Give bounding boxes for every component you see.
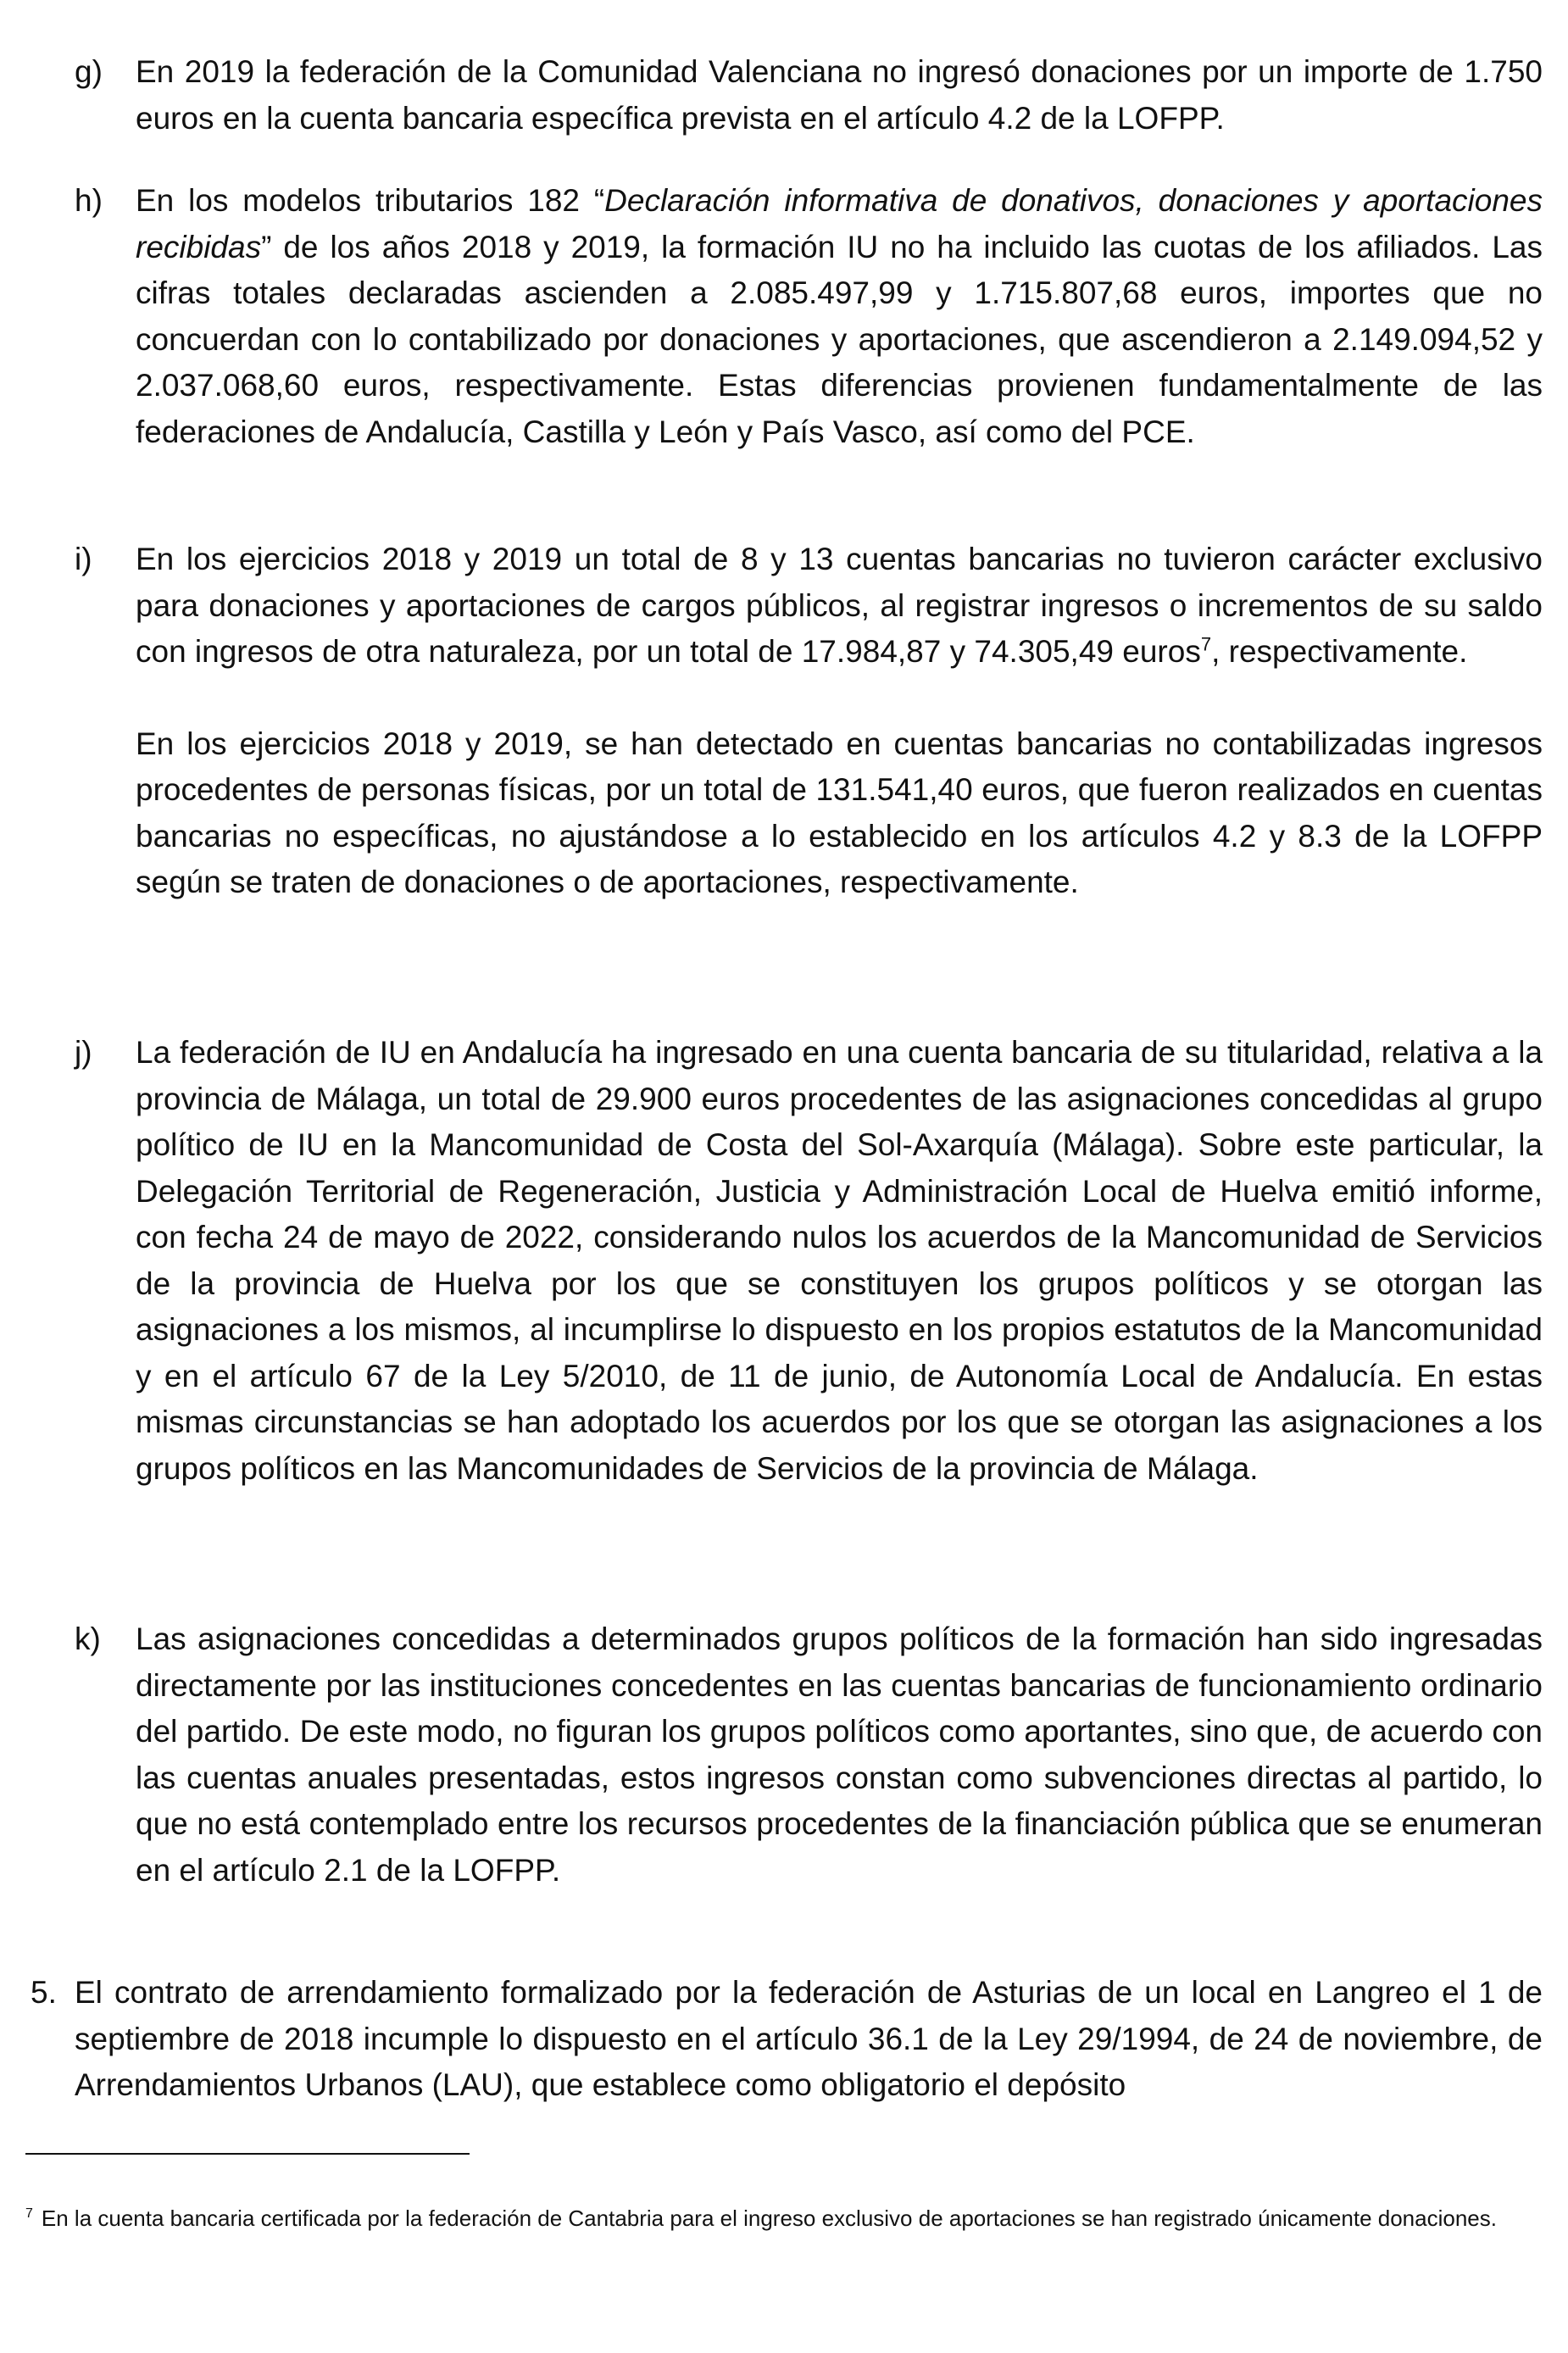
item-label: g) <box>75 54 103 89</box>
item-paragraph: Las asignaciones concedidas a determinados grupos políticos de la formación han sido ingresadas directamente por las instituciones concedentes en las cuentas bancarias de funcionamiento ordinario del partido. De este modo, no figuran los grupos políticos como aportantes, sino que, de acuerdo con las cuentas anuales presentadas, estos ingresos constan como subvenciones directas al partido, lo que no está contemplado entre los recursos procedentes de la financiación pública que se enumeran en el artículo 2.1 de la LOFPP. <box>136 1622 1543 1888</box>
item-paragraph: El contrato de arrendamiento formalizado por la federación de Asturias de un local en Langreo el 1 de septiembre de 2018 incumple lo dispuesto en el artículo 36.1 de la Ley 29/1994, de 24 de noviembre, de Arrendamientos Urbanos (LAU), que establece como obligatorio el depósito <box>75 1975 1543 2102</box>
list-item-5 <box>31 1970 1543 2109</box>
paragraph-lead: En los modelos tributarios 182 “ <box>136 183 605 218</box>
paragraph-text-end: , respectivamente. <box>1211 634 1468 669</box>
item-label: k) <box>75 1622 101 1656</box>
item-paragraph <box>136 178 1543 455</box>
footnote-text: En la cuenta bancaria certificada por la federación de Cantabria para el ingreso exclusivo de aportaciones se han registrado únicamente donaciones. <box>41 2206 1497 2231</box>
item-paragraph: En los ejercicios 2018 y 2019, se han detectado en cuentas bancarias no contabilizadas ingresos procedentes de personas físicas, por un total de 131.541,40 euros, que fueron realizados en cuentas bancarias no específicas, no ajustándose a lo establecido en los artículos 4.2 y 8.3 de la LOFPP según se traten de donaciones o de aportaciones, respectivamente. <box>136 726 1543 899</box>
list-item-h <box>75 178 1543 455</box>
item-paragraph: En 2019 la federación de la Comunidad Valenciana no ingresó donaciones por un importe de 1.750 euros en la cuenta bancaria específica prevista en el artículo 4.2 de la LOFPP. <box>136 54 1543 136</box>
list-item-j <box>75 1030 1543 1492</box>
list-item-k <box>75 1616 1543 1894</box>
footnote <box>25 2204 1543 2233</box>
list-item-i <box>75 537 1543 906</box>
form-title-italic: Declaración informativa de donativos, donaciones y aportaciones recibidas <box>136 183 1543 264</box>
item-paragraph: La federación de IU en Andalucía ha ingresado en una cuenta bancaria de su titularidad, relativa a la provincia de Málaga, un total de 29.900 euros procedentes de las asignaciones concedidas al grupo político de IU en la Mancomunidad de Costa del Sol-Axarquía (Málaga). Sobre este particular, la Delegación Territorial de Regeneración, Justicia y Administración Local de Huelva emitió informe, con fecha 24 de mayo de 2022, considerando nulos los acuerdos de la Mancomunidad de Servicios de la provincia de Huelva por los que se constituyen los grupos políticos y se otorgan las asignaciones a los mismos, al incumplirse lo dispuesto en los propios estatutos de la Mancomunidad y en el artículo 67 de la Ley 5/2010, de 11 de junio, de Autonomía Local de Andalucía. En estas mismas circunstancias se han adoptado los acuerdos por los que se otorgan las asignaciones a los grupos políticos en las Mancomunidades de Servicios de la provincia de Málaga. <box>136 1035 1543 1486</box>
footnote-separator <box>25 2153 470 2155</box>
footnote-reference[interactable]: 7 <box>1200 633 1212 655</box>
list-item-g <box>75 49 1543 142</box>
item-label: 5. <box>31 1975 57 2010</box>
paragraph-rest: ” de los años 2018 y 2019, la formación IU no ha incluido las cuotas de los afiliados. Las cifras totales declaradas ascienden a 2.085.497,99 y 1.715.807,68 euros, importes que no concuerdan con lo contabilizado por donaciones y aportaciones, que ascendieron a 2.149.094,52 y 2.037.068,60 euros, respectivamente. Estas diferencias provienen fundamentalmente de las federaciones de Andalucía, Castilla y León y País Vasco, así como del PCE. <box>136 229 1543 449</box>
footnote-mark: 7 <box>25 2206 33 2222</box>
item-paragraph <box>136 537 1543 676</box>
item-label: i) <box>75 542 92 576</box>
paragraph-text: En los ejercicios 2018 y 2019 un total de 8 y 13 cuentas bancarias no tuvieron carácter exclusivo para donaciones y aportaciones de cargos públicos, al registrar ingresos o incrementos de su saldo con ingresos de otra naturaleza, por un total de 17.984,87 y 74.305,49 euros <box>136 542 1543 669</box>
item-label: j) <box>75 1035 92 1070</box>
item-label: h) <box>75 183 103 218</box>
